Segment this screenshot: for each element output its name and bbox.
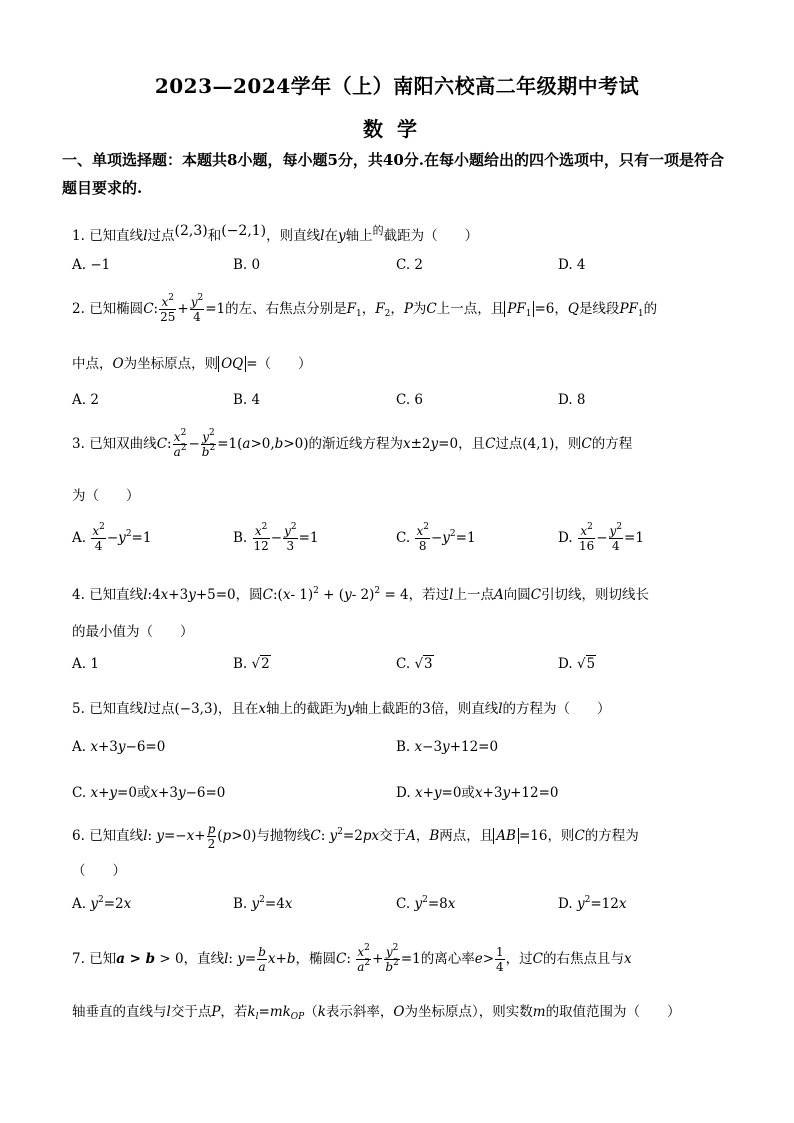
option-c: C. $y^2=8x$ — [396, 895, 456, 912]
option-c: C. x+y=0或x+3y−6=0 — [72, 785, 226, 801]
option-c: C. 6 — [396, 392, 424, 408]
question-number: 6. — [72, 828, 85, 844]
option-a: A. 2 — [72, 392, 99, 408]
question-7: 7. 已知a > b > 0，直线l: y= $\frac{b}{a}$ x+b，椭圆C: $\frac{x^2}{a^2}$ + $\frac{y^2}{b^2}$ =1的离心率e> $\frac{1}{4}$ ，过C的右焦点且与x — [72, 943, 632, 974]
question-6-cont: （ ） — [72, 863, 126, 879]
question-3: 3. 已知双曲线C: $\frac{x^2}{a^2}$ − $\frac{y^2}{b^2}$ =1(a>0,b>0)的渐近线方程为x±2y=0，且C过点(4,1)，则C的方程 — [72, 428, 633, 459]
question-1: 1. 已知直线l过点(2,3)和(−2,1)，则直线l在y轴上$^的$截距为（ ） — [72, 223, 479, 244]
option-b: B. x−3y+12=0 — [396, 739, 499, 755]
option-d: D. $y^2=12x$ — [558, 895, 627, 912]
question-6: 6. 已知直线l: y=−x+ $\frac{p}{2}$ (p>0)与抛物线C: $y^2=2px$交于A，B两点，且 AB =16，则C的方程为 — [72, 822, 639, 851]
question-2: 2. 已知椭圆C: $\frac{x^2}{25}$ + $\frac{y^2}{4}$ =1的左、右焦点分别是$F_1$，$F_2$，P为C上一点，且 $PF_1 =6$，Q是线段$PF_1$的 — [72, 293, 658, 324]
exam-title: 2023—2024学年（上）南阳六校高二年级期中考试 — [154, 74, 640, 98]
option-a: A. 1 — [72, 656, 99, 672]
option-b: B. √2 — [233, 656, 270, 672]
option-c: C. 2 — [396, 257, 424, 273]
option-b: B. $\frac{x^2}{12}$ − $\frac{y^2}{3}$ =1 — [233, 522, 319, 553]
option-d: D. √5 — [558, 656, 596, 672]
option-d: D. 8 — [558, 392, 586, 408]
option-c: C. √3 — [396, 656, 433, 672]
question-5: 5. 已知直线l过点(−3,3)，且在x轴上的截距为y轴上截距的3倍，则直线l的方程为（ ） — [72, 701, 611, 717]
option-a: A. $y^2=2x$ — [72, 895, 132, 912]
question-4-cont: 的最小值为（ ） — [72, 624, 194, 640]
question-number: 2. — [72, 301, 85, 317]
exam-subject: 数学 — [363, 117, 431, 141]
option-b: B. 0 — [233, 257, 261, 273]
question-7-cont: 轴垂直的直线与l交于点P，若$k_l=mk_{OP}(k$表示斜率，O为坐标原点），则实数m的取值范围为（ ） — [72, 1004, 681, 1022]
question-number: 1. — [72, 228, 85, 244]
question-number: 7. — [72, 951, 85, 967]
option-d: D. x+y=0或x+3y+12=0 — [396, 785, 559, 801]
question-3-cont: 为（ ） — [72, 488, 140, 504]
option-d: D. $\frac{x^2}{16}$ − $\frac{y^2}{4}$ =1 — [558, 522, 644, 553]
option-a: A. −1 — [72, 257, 111, 273]
question-2-cont: 中点，O为坐标原点，则 OQ =（ ） — [72, 356, 312, 372]
question-4: 4. 已知直线l:4x+3y+5=0，圆C:(x- 1)$^2$ + (y- 2)$^2$ = 4，若过l上一点A向圆C引切线，则切线长 — [72, 586, 650, 603]
question-number: 5. — [72, 701, 85, 717]
option-d: D. 4 — [558, 257, 586, 273]
question-number: 3. — [72, 436, 85, 452]
option-a: A. x+3y−6=0 — [72, 739, 166, 755]
option-b: B. $y^2=4x$ — [233, 895, 293, 912]
option-c: C. $\frac{x^2}{8}$ $-y^2=1$ — [396, 522, 476, 553]
section-instructions: 一、单项选择题：本题共8小题，每小题5分，共40分.在每小题给出的四个选项中，只有一项是符合题目要求的. — [62, 151, 724, 197]
option-a: A. $\frac{x^2}{4}$ $-y^2=1$ — [72, 522, 152, 553]
question-number: 4. — [72, 587, 85, 603]
option-b: B. 4 — [233, 392, 261, 408]
